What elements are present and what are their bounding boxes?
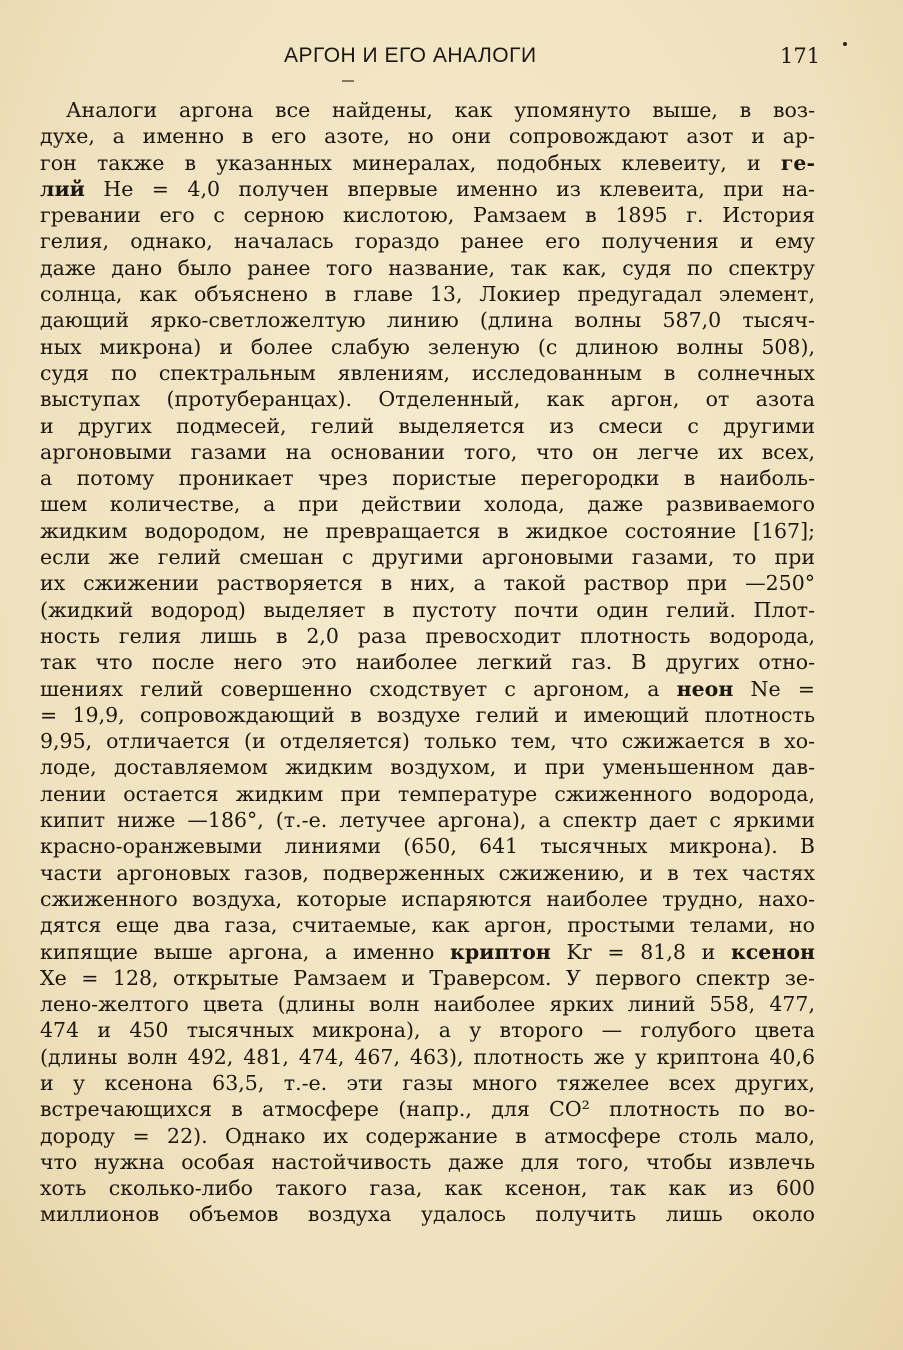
- text-span: сжиженного воздуха, которые испаряются наиболее трудно, нахо-: [40, 886, 815, 911]
- bold-term: лий: [40, 176, 85, 201]
- text-line: [40, 97, 815, 123]
- running-title: АРГОН И ЕГО АНАЛОГИ: [284, 44, 537, 67]
- text-line: [40, 518, 815, 544]
- text-line: [40, 176, 815, 202]
- text-span: гон также в указанных минералах, подобных клевеиту, и: [40, 150, 781, 175]
- text-line: [40, 1096, 815, 1122]
- text-line: [40, 860, 815, 886]
- text-span: He = 4,0 получен впервые именно из клевеита, при на-: [84, 176, 815, 201]
- bold-term: криптон: [450, 939, 551, 964]
- text-span: хоть сколько-либо такого газа, как ксенон, так как из 600: [40, 1176, 815, 1201]
- text-span: жидким водородом, не превращается в жидкое состояние [167];: [40, 518, 815, 543]
- text-span: Аналоги аргона все найдены, как упомянуто выше, в воз-: [66, 98, 815, 122]
- text-line: [40, 623, 815, 649]
- text-span: дороду = 22). Однако их содержание в атмосфере столь мало,: [40, 1123, 815, 1148]
- text-span: (длины волн 492, 481, 474, 467, 463), плотность же у криптона 40,6: [40, 1044, 815, 1069]
- text-span: шем количестве, а при действии холода, даже развиваемого: [40, 492, 815, 517]
- text-span: = 19,9, сопровождающий в воздухе гелий и имеющий плотность: [40, 702, 815, 727]
- text-span: красно-оранжевыми линиями (650, 641 тысячных микрона). В: [40, 834, 815, 859]
- text-line: [40, 413, 815, 439]
- text-line: [40, 439, 815, 465]
- text-line: [40, 1149, 815, 1175]
- text-line: [40, 754, 815, 780]
- text-span: если же гелий смешан с другими аргоновыми газами, то при: [40, 545, 815, 570]
- page-header: [0, 44, 903, 78]
- text-span: их сжижении растворяется в них, а такой раствор при —250°: [40, 571, 815, 596]
- text-line: [40, 1070, 815, 1096]
- text-span: 474 и 450 тысячных микрона), а у второго — голубого цвета: [40, 1018, 815, 1043]
- text-line: [40, 912, 815, 938]
- text-span: даже дано было ранее того название, так как, судя по спектру: [40, 255, 815, 280]
- text-span: дятся еще два газа, считаемые, как аргон, простыми телами, но: [40, 913, 815, 938]
- text-line: [40, 334, 815, 360]
- text-span: аргоновыми газами на основании того, что он легче их всех,: [40, 439, 815, 464]
- text-line: [40, 255, 815, 281]
- text-span: кипящие выше аргона, а именно: [40, 939, 451, 964]
- text-line: [40, 150, 815, 176]
- text-line: [40, 939, 815, 965]
- text-span: (жидкий водород) выделяет в пустоту почти один гелий. Плот-: [40, 597, 815, 622]
- text-span: и других подмесей, гелий выделяется из смеси с другими: [40, 413, 815, 438]
- text-line: [40, 676, 815, 702]
- text-span: встречающихся в атмосфере (напр., для CO² плотность по во-: [40, 1097, 815, 1122]
- text-span: выступах (протуберанцах). Отделенный, как аргон, от азота: [40, 387, 815, 412]
- bold-term: ксенон: [731, 939, 816, 964]
- text-span: а потому проникает чрез пористые перегородки в наиболь-: [40, 466, 815, 491]
- text-line: [40, 202, 815, 228]
- text-span: кипит ниже —186°, (т.-е. летучее аргона), а спектр дает с яркими: [40, 808, 815, 833]
- text-span: шениях гелий совершенно сходствует с аргоном, а: [40, 676, 677, 701]
- text-line: [40, 781, 815, 807]
- text-line: [40, 1017, 815, 1043]
- text-line: [40, 544, 815, 570]
- text-span: гелия, однако, началась гораздо ранее его получения и ему: [40, 229, 815, 254]
- page-number: 171: [780, 44, 821, 68]
- text-span: Kr = 81,8 и: [550, 939, 731, 964]
- text-line: [40, 1123, 815, 1149]
- text-line: [40, 360, 815, 386]
- bold-term: неон: [676, 676, 734, 701]
- text-span: и у ксенона 63,5, т.-е. эти газы много тяжелее всех других,: [40, 1070, 815, 1095]
- text-line: [40, 597, 815, 623]
- text-span: что нужна особая настойчивость даже для того, чтобы извлечь: [40, 1149, 815, 1174]
- text-line: [40, 570, 815, 596]
- text-span: гревании его с серною кислотою, Рамзаем в 1895 г. История: [40, 203, 815, 228]
- text-span: лоде, доставляемом жидким воздухом, и при уменьшенном дав-: [40, 755, 815, 780]
- header-divider-mark: [342, 80, 354, 82]
- text-line: [40, 491, 815, 517]
- text-span: солнца, как объяснено в главе 13, Локиер предугадал элемент,: [40, 282, 815, 307]
- text-line: [40, 1201, 815, 1227]
- text-span: 9,95, отличается (и отделяется) только тем, что сжижается в хо-: [40, 729, 815, 754]
- text-line: [40, 1044, 815, 1070]
- text-span: так что после него это наиболее легкий газ. В других отно-: [40, 650, 815, 675]
- text-line: [40, 465, 815, 491]
- text-line: [40, 649, 815, 675]
- text-line: [40, 807, 815, 833]
- text-line: [40, 886, 815, 912]
- text-span: ность гелия лишь в 2,0 раза превосходит плотность водорода,: [40, 623, 815, 648]
- body-text: [40, 97, 815, 1228]
- text-line: [40, 991, 815, 1017]
- text-span: лено-желтого цвета (длины волн наиболее ярких линий 558, 477,: [40, 992, 815, 1017]
- text-span: судя по спектральным явлениям, исследованным в солнечных: [40, 360, 815, 385]
- text-line: [40, 307, 815, 333]
- text-line: [40, 123, 815, 149]
- text-span: Ne =: [733, 676, 816, 701]
- text-line: [40, 228, 815, 254]
- bold-term: ге-: [780, 150, 815, 175]
- print-speck: [843, 42, 847, 46]
- text-line: [40, 386, 815, 412]
- text-line: [40, 702, 815, 728]
- text-span: Xe = 128, открытые Рамзаем и Траверсом. У первого спектр зе-: [40, 965, 815, 990]
- text-line: [40, 965, 815, 991]
- text-span: духе, а именно в его азоте, но они сопровождают азот и ар-: [40, 124, 815, 149]
- text-line: [40, 1175, 815, 1201]
- text-span: лении остается жидким при температуре сжиженного водорода,: [40, 781, 815, 806]
- text-span: ных микрона) и более слабую зеленую (с длиною волны 508),: [40, 334, 815, 359]
- text-span: миллионов объемов воздуха удалось получить лишь около: [40, 1202, 815, 1227]
- text-span: части аргоновых газов, подверженных сжижению, и в тех частях: [40, 860, 815, 885]
- text-line: [40, 833, 815, 859]
- text-span: дающий ярко-светложелтую линию (длина волны 587,0 тысяч-: [40, 308, 815, 333]
- text-line: [40, 281, 815, 307]
- text-line: [40, 728, 815, 754]
